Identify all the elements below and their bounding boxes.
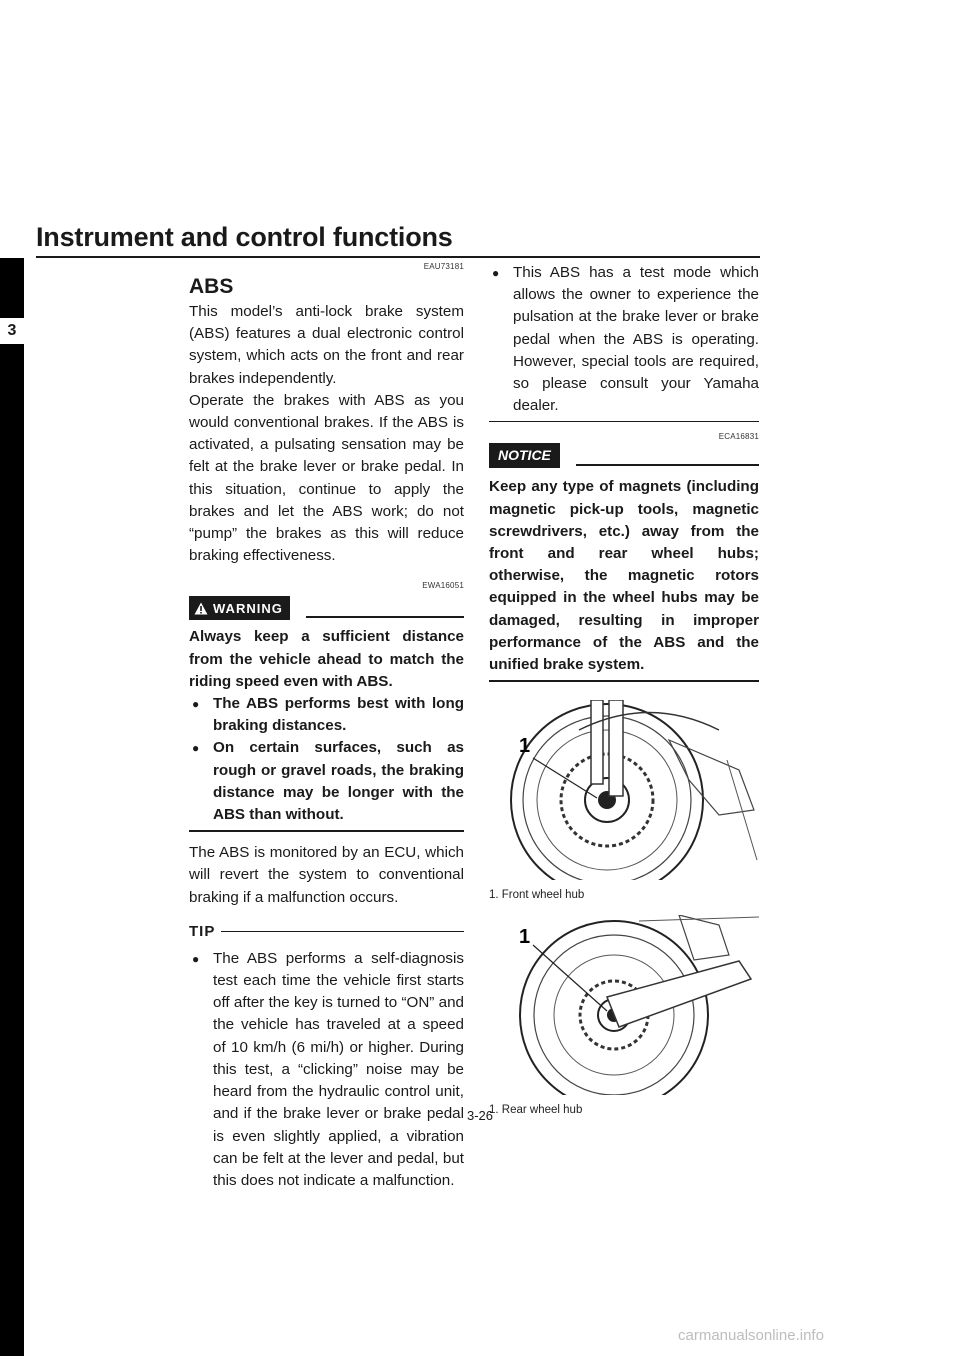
- tip-label: TIP: [189, 922, 216, 940]
- tip-bullet: ● The ABS performs a self-diagnosis test each time the vehicle first starts off after the key is turned to “ON” and the vehicle has traveled at a speed of 10 km/h (6 mi/h) or higher. During this test, a “clicking” noise may be heard from the hydraulic control unit, and if the brake lever or brake pedal is even slightly applied, a vibration can be felt at the lever and pedal, but this does not indicate a malfunction.: [189, 948, 464, 1192]
- warning-text: Always keep a sufficient distance from the vehicle ahead to match the riding speed even with ABS.: [189, 628, 464, 690]
- abs-intro-paragraph: This model’s anti-lock brake system (ABS) features a dual electronic control system, which acts on the front and rear brakes independently.: [189, 303, 464, 387]
- right-column: [489, 262, 759, 1116]
- header-rule: [36, 256, 760, 258]
- rear-wheel-caption: 1. Rear wheel hub: [489, 1104, 583, 1117]
- warning-bullet-list: [189, 693, 464, 826]
- notice-badge: NOTICE: [489, 443, 560, 468]
- page-number: 3-26: [466, 1108, 494, 1123]
- notice-header-rule: [576, 464, 759, 466]
- ecu-paragraph: The ABS is monitored by an ECU, which will revert the system to conventional braking if a malfunction occurs.: [189, 844, 464, 906]
- front-wheel-caption: 1. Front wheel hub: [489, 889, 585, 902]
- site-footer-link[interactable]: carmanualsonline.info: [678, 1327, 824, 1344]
- tip-bullet: ● This ABS has a test mode which allows the owner to experience the pulsation at the brake lever or brake pedal when the ABS is operating. However, special tools are required, so please consult your Yamaha dealer.: [489, 262, 759, 417]
- warning-bullet: ● On certain surfaces, such as rough or gravel roads, the braking distance may be longer with the ABS than without.: [189, 737, 464, 826]
- tip-header-rule: [221, 931, 464, 932]
- front-wheel-illustration: [489, 700, 759, 880]
- warning-end-rule: [189, 830, 464, 832]
- warning-badge: [189, 596, 290, 620]
- rear-figure-callout: 1: [519, 926, 531, 949]
- notice-end-rule: [489, 680, 759, 682]
- warning-header: [189, 596, 464, 620]
- tip-header: [189, 923, 464, 940]
- tip-end-rule: [489, 421, 759, 422]
- warning-label: WARNING: [213, 600, 283, 616]
- abs-operation-paragraph: Operate the brakes with ABS as you would conventional brakes. If the ABS is activated, a pulsating sensation may be felt at the brake lever or brake pedal. In this situation, continue to apply the brakes and let the ABS work; do not “pump” the brakes as this will reduce braking effectiveness.: [189, 391, 464, 565]
- notice-header: [489, 443, 759, 468]
- warning-bullet: ● The ABS performs best with long braking distances.: [189, 693, 464, 737]
- page-header-title: Instrument and control functions: [36, 222, 453, 252]
- warning-header-rule: [306, 616, 464, 618]
- tip-bullet-list: [189, 948, 464, 1192]
- tip-bullet-list-continued: [489, 262, 759, 417]
- front-figure-callout: 1: [519, 735, 531, 758]
- chapter-tab: [0, 258, 24, 1356]
- notice-code: ECA16831: [718, 432, 759, 442]
- warning-code: EWA16051: [422, 581, 464, 591]
- chapter-number: 3: [0, 318, 24, 344]
- rear-wheel-illustration: [489, 915, 759, 1095]
- warning-triangle-icon: [194, 602, 208, 615]
- section-title: ABS: [189, 275, 234, 298]
- section-code: EAU73181: [423, 262, 464, 271]
- notice-text: Keep any type of magnets (including magnetic pick-up tools, magnetic screwdrivers, etc.) away from the front and rear wheel hubs; otherwise, the magnetic rotors equipped in the wheel hubs may be damaged, resulting in improper performance of the ABS and the unified brake system.: [489, 478, 759, 674]
- left-column: [189, 262, 464, 1192]
